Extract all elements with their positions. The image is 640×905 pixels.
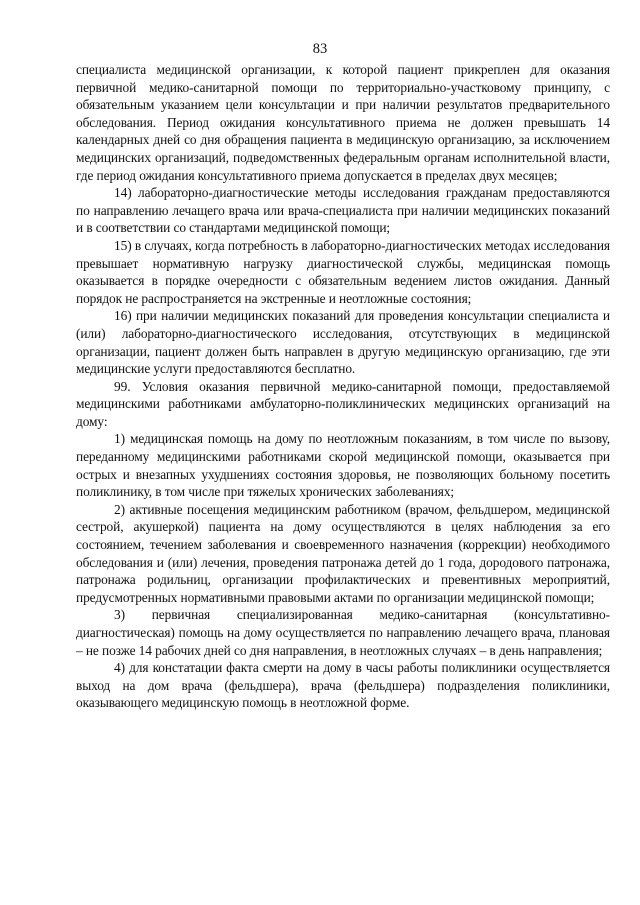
- page-number: 83: [312, 41, 328, 57]
- paragraph-item-4: 4) для констатации факта смерти на дому в часы работы поликлиники осуществляется выход на дом врача (фельдшера), врача (фельдшера) подразделения поликлиники, оказывающего медицинскую помощь в неотложной форме.: [76, 660, 610, 711]
- paragraph-section-99: 99. Условия оказания первичной медико-санитарной помощи, предоставляемой медицинскими работниками амбулаторно-поликлинических медицинских организаций на дому:: [76, 378, 610, 429]
- paragraph-item-15: 15) в случаях, когда потребность в лабораторно-диагностических методах исследования превышает нормативную нагрузку диагностической службы, медицинская помощь оказывается в порядке очередности с обязательным ведением листов ожидания. Данный порядок не распространяется на экстренные и неотложные состояния;: [76, 237, 610, 306]
- paragraph-item-2: 2) активные посещения медицинским работником (врачом, фельдшером, медицинской сестрой, акушеркой) пациента на дому осуществляются в целях наблюдения за его состоянием, течением заболевания и своевременного назначения (коррекции) необходимого обследования и (или) лечения, проведения патронажа детей до 1 года, дородового патронажа, патронажа родильниц, организации профилактических и превентивных мероприятий, предусмотренных нормативными правовыми актами по организации медицинской помощи;: [76, 501, 610, 605]
- paragraph-item-1: 1) медицинская помощь на дому по неотложным показаниям, в том числе по вызову, переданному медицинскими работниками скорой медицинской помощи, оказывается при острых и внезапных ухудшениях состояния здоровья, не позволяющих больному посетить поликлинику, в том числе при тяжелых хронических заболеваниях;: [76, 431, 610, 500]
- document-body: [76, 61, 610, 712]
- paragraph-continuation: специалиста медицинской организации, к которой пациент прикреплен для оказания первичной медико-санитарной помощи по территориально-участковому принципу, с обязательным указанием цели консультации и при наличии результатов предварительного обследования. Период ожидания консультативного приема не должен превышать 14 календарных дней со дня обращения пациента в медицинскую организацию, за исключением медицинских организаций, подведомственных федеральным органам исполнительной власти, где период ожидания консультативного приема допускается в пределах двух месяцев;: [76, 62, 610, 183]
- paragraph-item-16: 16) при наличии медицинских показаний для проведения консультации специалиста и (или) лабораторно-диагностического исследования, отсутствующих в медицинской организации, пациент должен быть направлен в другую медицинскую организацию, где эти медицинские услуги предоставляются бесплатно.: [76, 308, 610, 377]
- paragraph-item-14: 14) лабораторно-диагностические методы исследования гражданам предоставляются по направлению лечащего врача или врача-специалиста при наличии медицинских показаний и в соответствии со стандартами медицинской помощи;: [76, 185, 610, 236]
- paragraph-item-3: 3) первичная специализированная медико-санитарная (консультативно-диагностическая) помощь на дому осуществляется по направлению лечащего врача, плановая – не позже 14 рабочих дней со дня направления, в неотложных случаях – в день направления;: [76, 607, 610, 658]
